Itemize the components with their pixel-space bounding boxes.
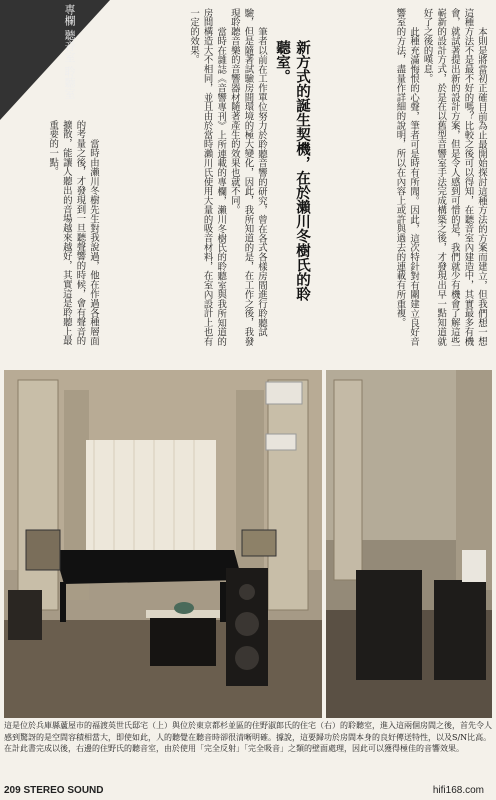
site-watermark: hifi168.com — [432, 785, 484, 796]
page-number: 209 — [4, 785, 21, 796]
text-column-right — [312, 8, 488, 353]
paragraph: 本則是將當初正確目前為止最開始探討這種方法的方案而建立，但我們想一想這種方法不是最不好的嗎？比較之後可以得知，在聽音室內建造中，其實最多有機會，就試著提出新的設計方案，但是令人感到可惜的是，我們就少有機會了解這些嶄新的設計方式，於是在以舊型音響室手法完成構築之後，才發現出早一點知道就好了之後的嘆息。 — [421, 8, 487, 347]
section-heading: 新方式的誕生契機，在於瀨川冬樹氏的聆聽室。 — [274, 40, 310, 301]
page-footer — [4, 785, 103, 796]
corner-label: 專欄 聽音室 聆聽室 — [63, 4, 76, 99]
room-illustration — [4, 370, 492, 718]
listening-room-photo — [4, 370, 492, 718]
paragraph: 當時由瀨川冬樹先生對我說過，他在作過各種層面的考量之後，才發現到一旦聽聲響的時候，會有聲音的擴散，能讓人聽出的音場越來越好，其實這是聆聽上最重要的一點。 — [47, 120, 99, 346]
photo-caption: 這是位於兵庫縣蘆屋市的福渡英世氏邸宅（上）與位於東京都杉並區的住野淑郎氏的住宅（右）的聆聽室，進入這兩個房間之後，首先令人感到驚訝的是空間容積相當大，即使如此，人的聽覺在聽音時卻很清晰明確。據說，這要歸功於房間本身的良好傳送特性，以及S/N比高。在計此書完成以後，右邊的住野氏的聽音室，由於使用「完全反射」「完全吸音」之類的壁面處理，因此可以獲得極佳的音響效果。 — [4, 721, 492, 753]
magazine-name: STEREO SOUND — [23, 785, 104, 796]
text-column-middle — [104, 8, 268, 353]
paragraph: 當時在雜誌《音響專刊》上所連載的專欄，瀨川冬樹氏的聆聽室與我所知道的房間構造大不相同，並且由於當時瀨川氏使用大量的吸音材料，在室內設計上也有一定的效果。 — [188, 8, 227, 347]
paragraph: 筆者以前在工作單位努力於聆聽音響的研究，曾在各式各樣房間進行聆聽試驗，但是隨著試驗房間環境的極大變化，因此，我所知道的是，在工作之後，我發現聆聽音樂的音響器材隨著產生的效果也就不同。 — [228, 8, 267, 347]
paragraph: 此種充滿悔恨的心聲，筆者可是時有所聞。因此，這次特針對有關建立良好音響室的方法，盡量作詳細的說明，所以在內容上或許與過去的連載有所重複。 — [394, 8, 420, 347]
text-column-left — [8, 120, 100, 353]
